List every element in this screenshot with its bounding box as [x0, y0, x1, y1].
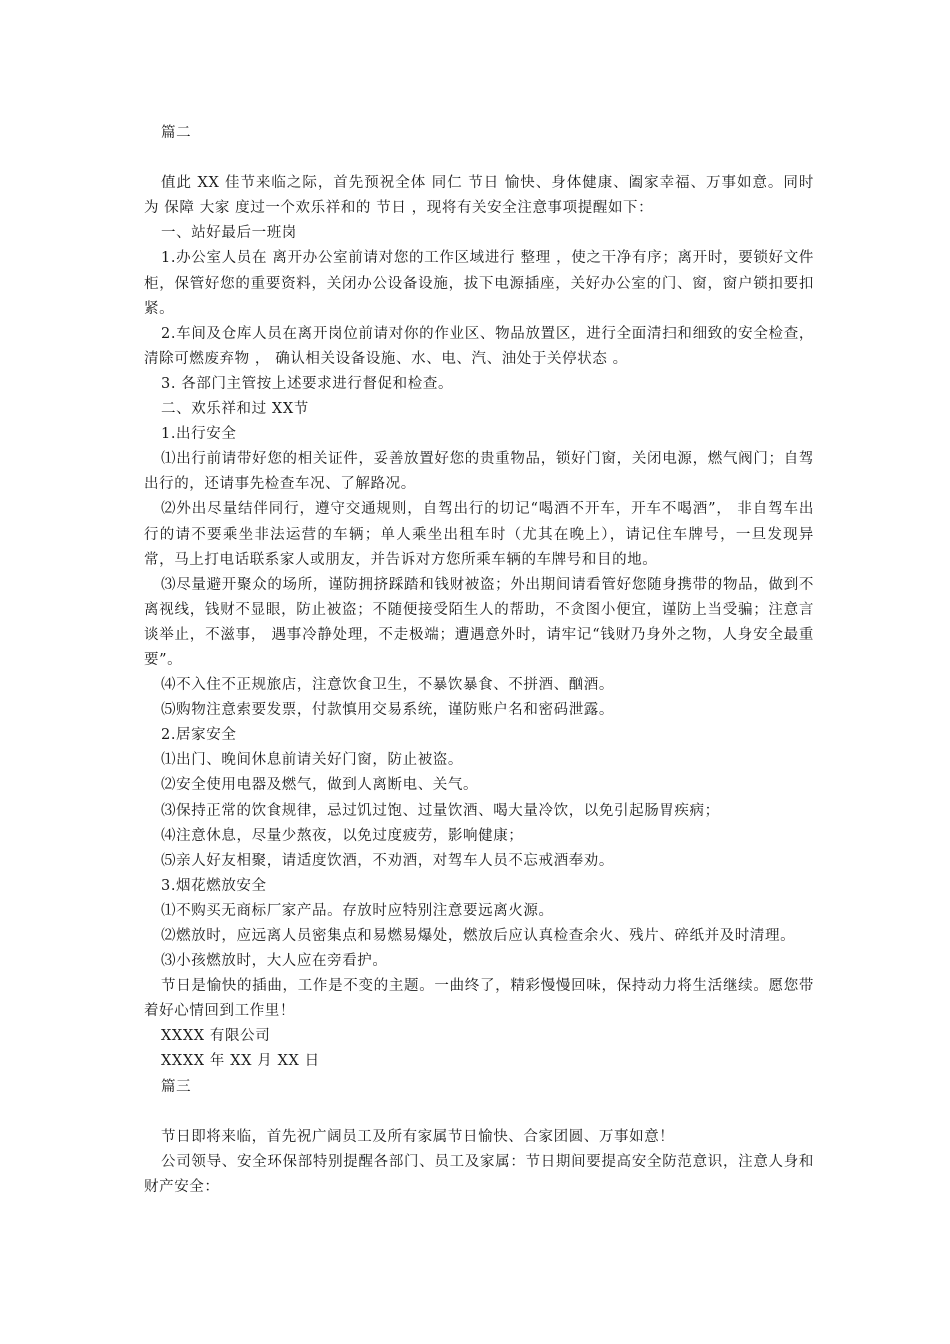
section-two-intro: 值此 XX 佳节来临之际，首先预祝全体 同仁 节日 愉快、身体健康、阖家幸福、万事如意。同时 为 保障 大家 度过一个欢乐祥和的 节日 ，现将有关安全注意事项提醒如下： [144, 175, 814, 217]
fireworks-safety-title: 3.烟花燃放安全 [161, 877, 267, 894]
travel-safety-title: 1.出行安全 [161, 426, 237, 443]
travel-item-1: ⑴出行前请带好您的相关证件，妥善放置好您的贵重物品，锁好门窗，关闭电源，燃气阀门；自驾出行的，还请事先检查车况、了解路况。 [144, 451, 814, 493]
home-item-1: ⑴出门、晚间休息前请关好门窗，防止被盗。 [161, 752, 463, 769]
blank-line [144, 146, 814, 171]
part1-item-1: 1.办公室人员在 离开办公室前请对您的工作区域进行 整理 ，使之干净有序；离开时，要锁好文件柜，保管好您的重要资料，关闭办公设备设施，拔下电源插座，关好办公室的门、窗，窗户锁扣要扣紧。 [144, 250, 814, 317]
company-signature: XXXX 有限公司 [161, 1028, 271, 1045]
travel-item-3: ⑶尽量避开聚众的场所，谨防拥挤踩踏和钱财被盗；外出期间请看管好您随身携带的物品，做到不离视线，钱财不显眼，防止被盗；不随便接受陌生人的帮助，不贪图小便宜，谨防上当受骗；注意言谈举止，不滋事， 遇事冷静处理，不走极端；遭遇意外时，请牢记“钱财乃身外之物，人身安全最重要”。 [144, 576, 814, 668]
home-item-3: ⑶保持正常的饮食规律，忌过饥过饱、过量饮酒、喝大量冷饮，以免引起肠胃疾病； [161, 802, 720, 819]
section-three-heading: 篇三 [161, 1078, 192, 1095]
part1-item-3: 3. 各部门主管按上述要求进行督促和检查。 [161, 375, 454, 392]
part2-title: 二、欢乐祥和过 XX节 [161, 401, 309, 418]
closing-paragraph: 节日是愉快的插曲，工作是不变的主题。一曲终了，精彩慢慢回味，保持动力将生活继续。愿您带着好心情回到工作里！ [144, 978, 814, 1020]
section-three-intro-1: 节日即将来临，首先祝广阔员工及所有家属节日愉快、合家团圆、万事如意！ [161, 1128, 675, 1145]
blank-line [144, 1100, 814, 1125]
section-three-intro-2: 公司领导、安全环保部特别提醒各部门、员工及家属：节日期间要提高安全防范意识，注意人身和财产安全： [144, 1153, 814, 1195]
part1-title: 一、站好最后一班岗 [161, 225, 297, 242]
signature-date: XXXX 年 XX 月 XX 日 [161, 1053, 320, 1070]
travel-item-5: ⑸购物注意索要发票，付款慎用交易系统，谨防账户名和密码泄露。 [161, 702, 614, 719]
home-item-4: ⑷注意休息，尽量少熬夜，以免过度疲劳，影响健康； [161, 827, 524, 844]
fireworks-item-3: ⑶小孩燃放时，大人应在旁看护。 [161, 953, 388, 970]
part1-item-2: 2.车间及仓库人员在离开岗位前请对你的作业区、物品放置区，进行全面清扫和细致的安全检查，清除可燃废弃物 ， 确认相关设备设施、水、电、汽、油处于关停状态 。 [144, 325, 814, 367]
travel-item-4: ⑷不入住不正规旅店，注意饮食卫生，不暴饮暴食、不拼酒、酗酒。 [161, 677, 614, 694]
home-safety-title: 2.居家安全 [161, 727, 237, 744]
document-body [144, 121, 814, 1200]
section-two-heading: 篇二 [161, 125, 192, 141]
travel-item-2: ⑵外出尽量结伴同行，遵守交通规则，自驾出行的切记“喝酒不开车，开车不喝酒”， 非自驾车出行的请不要乘坐非法运营的车辆；单人乘坐出租车时（尤其在晚上），请记住车牌号，一旦发现异常，马上打电话联系家人或朋友，并告诉对方您所乘车辆的车牌号和目的地。 [144, 501, 814, 568]
home-item-2: ⑵安全使用电器及燃气，做到人离断电、关气。 [161, 777, 479, 794]
fireworks-item-2: ⑵燃放时，应远离人员密集点和易燃易爆处，燃放后应认真检查余火、残片、碎纸并及时清理。 [161, 928, 796, 944]
fireworks-item-1: ⑴不购买无商标厂家产品。存放时应特别注意要远离火源。 [161, 902, 554, 919]
home-item-5: ⑸亲人好友相聚，请适度饮酒，不劝酒，对驾车人员不忘戒酒奉劝。 [161, 852, 614, 869]
